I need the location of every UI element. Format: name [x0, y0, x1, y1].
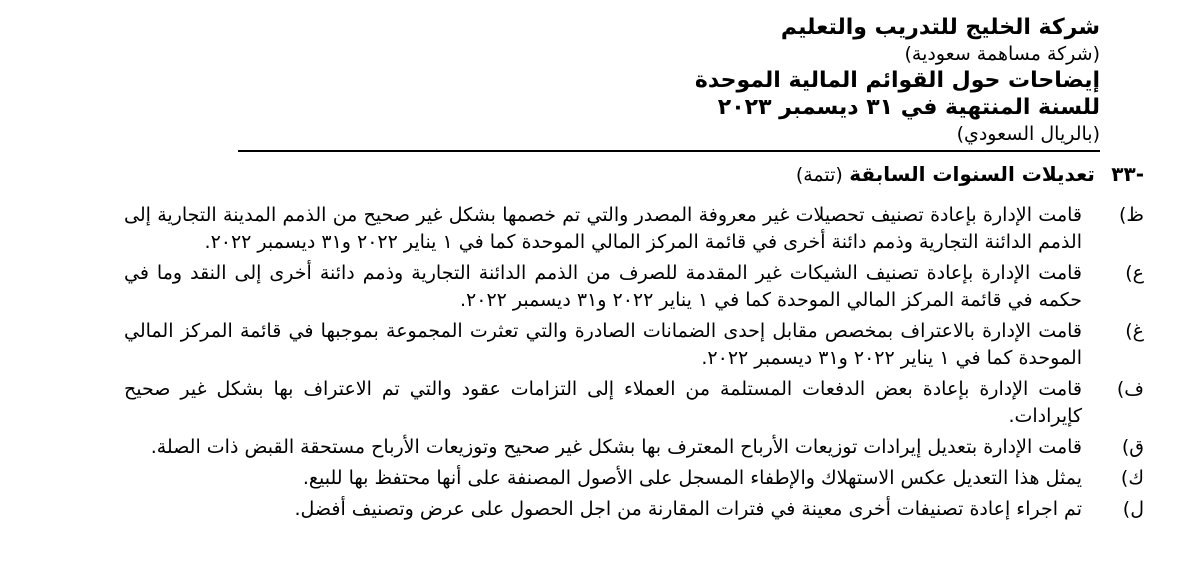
list-item	[118, 496, 1144, 523]
list-item	[118, 260, 1144, 314]
item-text: قامت الإدارة بإعادة تصنيف الشيكات غير المقدمة للصرف من الذمم الدائنة التجارية وذمم دائنة أخرى إلى النقد وما في حكمه في قائمة المركز المالي الموحدة كما في ١ يناير ٢٠٢٢ و٣١ ديسمبر ٢٠٢٢.	[124, 262, 1082, 311]
report-title: إيضاحات حول القوائم المالية الموحدة	[694, 68, 1100, 93]
section-heading	[644, 159, 1144, 190]
list-item	[118, 318, 1144, 372]
item-text: قامت الإدارة بإعادة تصنيف تحصيلات غير معروفة المصدر والتي تم خصمها بشكل غير صحيح من الذمم المدينة التجارية إلى الذمم الدائنة التجارية وذمم دائنة أخرى في قائمة المركز المالي الموحدة كما في ١ يناير ٢٠٢٢ و٣١ ديسمبر ٢٠٢٢.	[124, 204, 1082, 253]
document-header	[440, 14, 1100, 147]
section-continued: (تتمة)	[795, 164, 843, 186]
header-divider	[238, 150, 1100, 152]
item-letter: ل)	[1122, 498, 1144, 520]
item-letter: ظ)	[1119, 204, 1144, 226]
item-text: تم اجراء إعادة تصنيفات أخرى معينة في فترات المقارنة من اجل الحصول على عرض وتصنيف أفضل.	[294, 498, 1082, 520]
report-period: للسنة المنتهية في ٣١ ديسمبر ٢٠٢٣	[717, 95, 1100, 120]
list-item	[118, 202, 1144, 256]
item-letter: ف)	[1116, 378, 1144, 400]
item-text: قامت الإدارة بتعديل إيرادات توزيعات الأرباح المعترف بها بشكل غير صحيح وتوزيعات الأرباح مستحقة القبض ذات الصلة.	[150, 436, 1082, 458]
item-letter: ك)	[1120, 467, 1144, 489]
list-item	[118, 434, 1144, 461]
list-item	[118, 376, 1144, 430]
currency-note: (بالريال السعودي)	[956, 123, 1100, 145]
item-letter: ع)	[1125, 262, 1144, 284]
company-name: شركة الخليج للتدريب والتعليم	[780, 15, 1100, 40]
item-text: قامت الإدارة بإعادة بعض الدفعات المستلمة من العملاء إلى التزامات عقود والتي تم الاعتراف بها بشكل غير صحيح كإيرادات.	[124, 378, 1082, 427]
item-text: قامت الإدارة بالاعتراف بمخصص مقابل إحدى الضمانات الصادرة والتي تعثرت المجموعة بموجبها في قائمة المركز المالي الموحدة كما في ١ يناير ٢٠٢٢ و٣١ ديسمبر ٢٠٢٢.	[124, 320, 1082, 369]
section-title: تعديلات السنوات السابقة	[849, 162, 1095, 186]
list-item	[118, 465, 1144, 492]
item-letter: ق)	[1121, 436, 1144, 458]
section-number: -٣٣	[1111, 162, 1144, 186]
adjustments-list	[118, 202, 1144, 527]
item-text: يمثل هذا التعديل عكس الاستهلاك والإطفاء المسجل على الأصول المصنفة على أنها محتفظ بها للبيع.	[302, 467, 1082, 489]
item-letter: غ)	[1125, 320, 1144, 342]
company-type: (شركة مساهمة سعودية)	[904, 43, 1100, 65]
